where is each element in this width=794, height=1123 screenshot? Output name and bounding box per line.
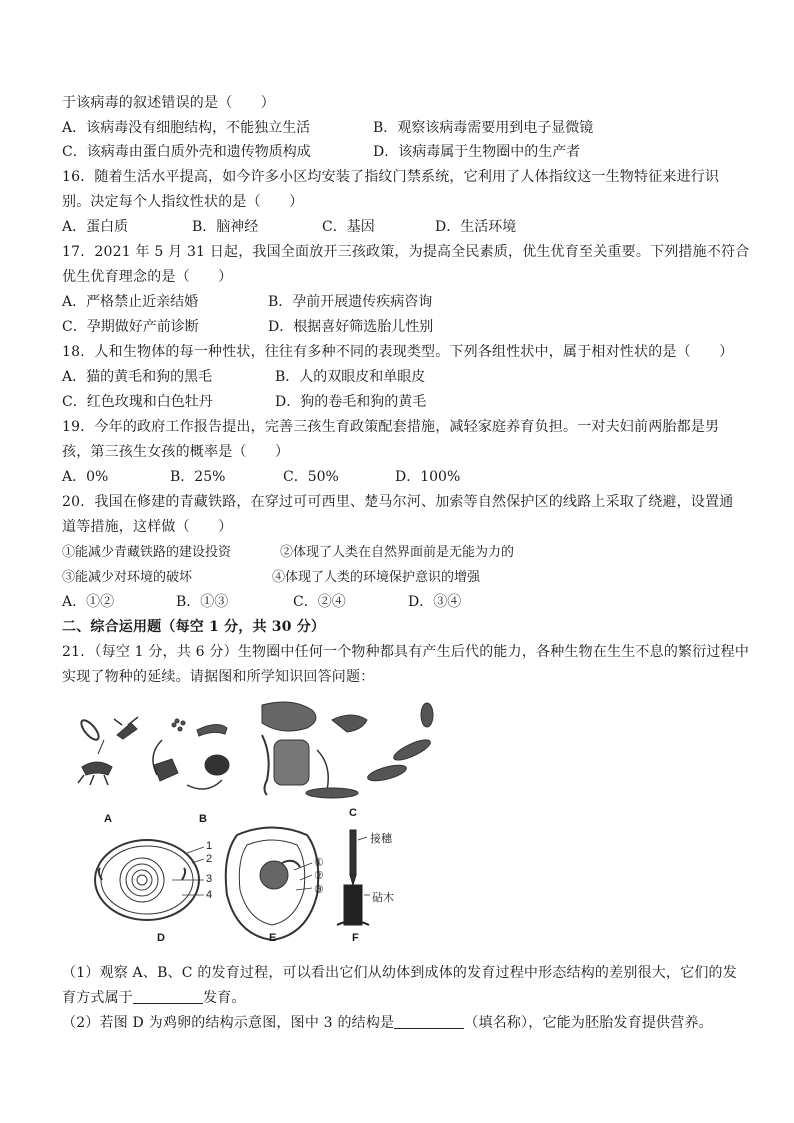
q20-statement-3: ③能减少对环境的破坏 [62,570,193,585]
q17-option-d: D．根据喜好筛选胎儿性别 [268,319,434,335]
q18-option-c: C．红色玫瑰和白色牡丹 [62,394,213,410]
q20-option-c: C．②④ [293,594,346,610]
figure-label-b: B [199,813,207,825]
figure-e-number-1: ① [314,857,324,869]
q18-option-b: B．人的双眼皮和单眼皮 [275,369,426,385]
q16-option-d: D．生活环境 [435,219,517,235]
q21-sub2-line [62,1012,713,1032]
figure-e-drawing [226,828,319,941]
q18-stem: 18．人和生物体的每一种性状，往往有多种不同的表现类型。下列各组性状中，属于相对性状的是（ ） [62,344,734,360]
figure-d-number-1: 1 [206,840,213,852]
q19-option-d: D．100% [395,469,461,485]
q20-statement-2: ②体现了人类在自然界面前是无能为力的 [280,545,515,560]
q21-sub1-line1: （1）观察 A、B、C 的发育过程，可以看出它们从幼体到成体的发育过程中形态结构的差别很大，它们的发 [62,965,737,981]
q17-stem-line1: 17．2021 年 5 月 31 日起，我国全面放开三孩政策，为提高全民素质，优生优育至关重要。下列措施不符合 [62,244,750,260]
q17-option-a: A．严格禁止近亲结婚 [62,294,199,310]
q19-option-a: A．0% [62,469,109,485]
q18-option-a: A．猫的黄毛和狗的黑毛 [62,369,213,385]
q21-sub1-prefix: 育方式属于 [62,990,133,1006]
q21-sub2-suffix: （填名称），它能为胚胎发育提供营养。 [464,1015,713,1031]
q19-stem-line2: 孩，第三孩生女孩的概率是（ ） [62,444,290,460]
figure-d-number-2: 2 [206,853,213,865]
q16-stem-line2: 别。决定每个人指纹性状的是（ ） [62,194,304,210]
q17-stem-line2: 优生优育理念的是（ ） [62,269,233,285]
figure-d-drawing [95,840,204,920]
q21-sub1-line2 [62,987,246,1007]
section-2-title: 二、综合运用题（每空 1 分，共 30 分） [62,619,326,635]
q16-stem-line1: 16．随着生活水平提高，如今许多小区均安装了指纹门禁系统，它利用了人体指纹这一生物特征来进行识 [62,169,720,185]
figure-f-label-scion: 接穗 [370,833,392,845]
q16-option-b: B．脑神经 [192,219,259,235]
q17-option-b: B．孕前开展遗传疾病咨询 [268,294,433,310]
figure-e-number-3: ③ [314,884,324,896]
figure-f-drawing [337,830,370,925]
figure-a-drawing [78,717,138,785]
figure-d-number-4: 4 [206,889,213,901]
q21-sub2-prefix: （2）若图 D 为鸡卵的结构示意图，图中 3 的结构是 [62,1015,395,1031]
q20-option-b: B．①③ [176,594,229,610]
figure-f-label-rootstock: 砧木 [372,892,394,904]
q19-stem-line1: 19．今年的政府工作报告提出，完善三孩生育政策配套措施，减轻家庭养育负担。一对夫妇前两胎都是男 [62,419,720,435]
q15-option-c: C．该病毒由蛋白质外壳和遗传物质构成 [62,144,311,160]
figure-label-e: E [269,932,277,944]
q15-option-b: B．观察该病毒需要用到电子显微镜 [373,120,594,136]
q21-stem-line1: 21．（每空 1 分，共 6 分）生物圈中任何一个物种都具有产生后代的能力，各种生物在生生不息的繁衍过程中 [62,644,750,660]
figure-label-a: A [104,813,112,825]
figure-d-number-3: 3 [206,873,213,885]
q15-stem-tail: 于该病毒的叙述错误的是（ ） [62,95,275,111]
q20-statement-4: ④体现了人类的环境保护意识的增强 [272,570,481,585]
q21-stem-line2: 实现了物种的延续。请据图和所学知识回答问题： [62,669,375,685]
q15-option-d: D．该病毒属于生物圈中的生产者 [373,144,581,160]
q21-sub2-answer-blank[interactable] [394,1014,464,1029]
figure-e-number-2: ② [314,870,324,882]
q20-statement-1: ①能减少青藏铁路的建设投资 [62,545,232,560]
q21-figure-svg [62,695,742,950]
q20-stem-line2: 道等措施，这样做（ ） [62,519,233,535]
q17-option-c: C．孕期做好产前诊断 [62,319,199,335]
q19-option-b: B．25% [170,469,226,485]
q20-option-d: D．③④ [408,594,462,610]
figure-b-drawing [153,719,229,789]
q21-sub1-suffix: 发育。 [203,990,246,1006]
figure-label-f: F [352,932,359,944]
q18-option-d: D．狗的卷毛和狗的黄毛 [275,394,427,410]
q19-option-c: C．50% [283,469,339,485]
figure-label-d: D [157,932,165,944]
q21-sub1-answer-blank[interactable] [133,989,203,1004]
q16-option-a: A．蛋白质 [62,219,129,235]
q20-option-a: A．①② [62,594,115,610]
q20-stem-line1: 20．我国在修建的青藏铁路，在穿过可可西里、楚马尔河、加索等自然保护区的线路上采取了绕避，设置通 [62,494,734,510]
q16-option-c: C．基因 [322,219,375,235]
figure-c-drawing [262,702,433,798]
figure-label-c: C [349,807,357,819]
q15-option-a: A．该病毒没有细胞结构，不能独立生活 [62,120,311,136]
q21-figure-panel [62,695,742,950]
